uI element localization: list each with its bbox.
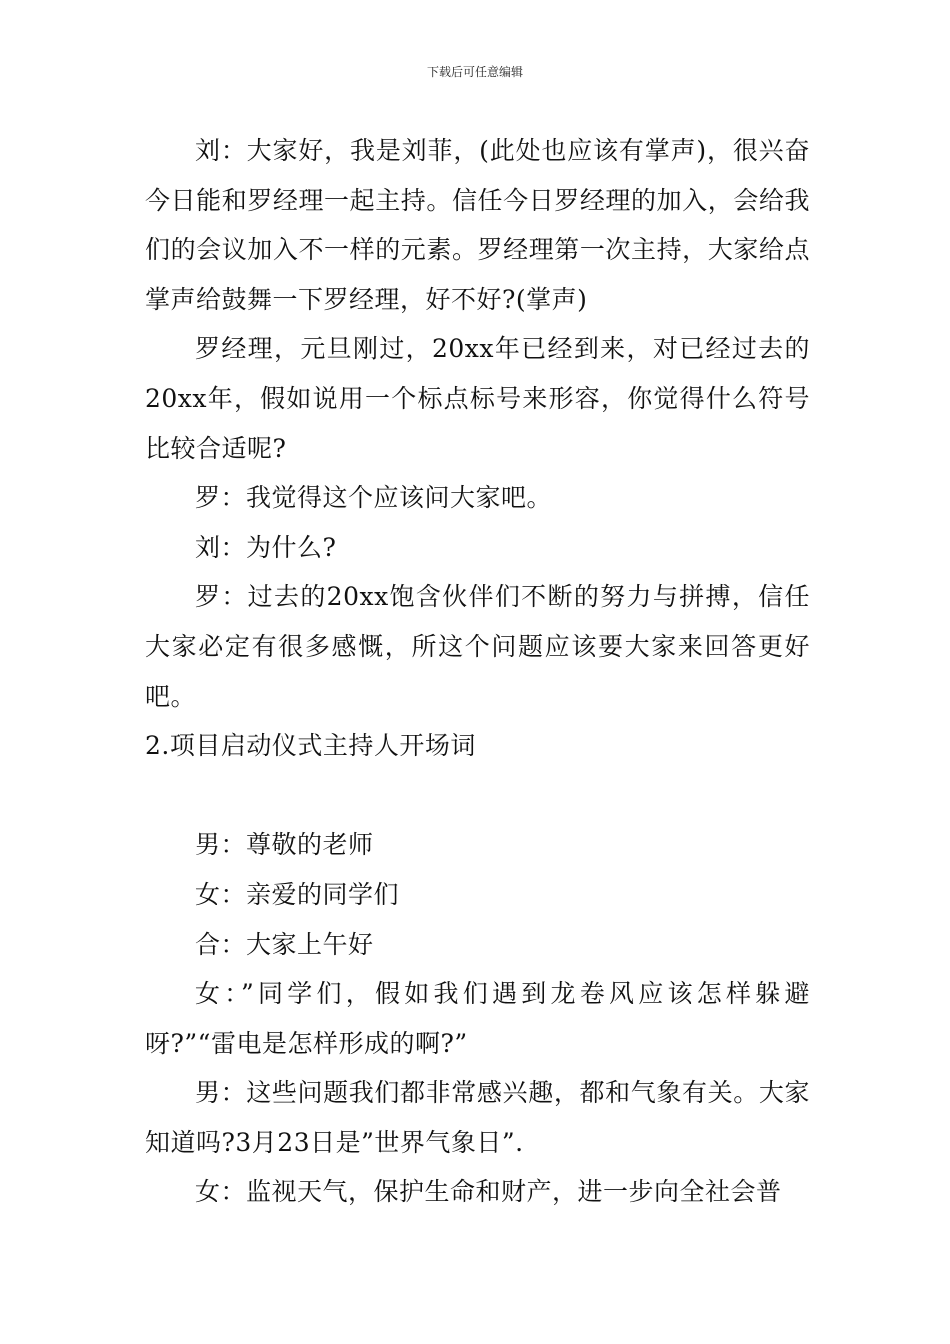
paragraph-liu-greeting: 刘：大家好，我是刘菲，(此处也应该有掌声)，很兴奋今日能和罗经理一起主持。信任今日罗经理的加入，会给我们的会议加入不一样的元素。罗经理第一次主持，大家给点掌声给鼓舞一下罗经理，好不好?(掌声) bbox=[145, 136, 810, 314]
dialogue-line-female-3: 女：监视天气，保护生命和财产，进一步向全社会普 bbox=[195, 1177, 782, 1207]
paragraph-luo-answer: 罗：过去的20xx饱含伙伴们不断的努力与拼搏，信任大家必定有很多感慨，所这个问题应该要大家来回答更好吧。 bbox=[145, 582, 810, 711]
dialogue-line-female-2: 女：”同学们，假如我们遇到龙卷风应该怎样躲避呀?”“雷电是怎样形成的啊?” bbox=[145, 979, 810, 1058]
dialogue-line-male-2: 男：这些问题我们都非常感兴趣，都和气象有关。大家知道吗?3月23日是”世界气象日”. bbox=[145, 1078, 810, 1157]
dialogue-line-male-1: 男：尊敬的老师 bbox=[195, 830, 374, 860]
dialogue-line-together: 合：大家上午好 bbox=[195, 929, 374, 959]
section-heading: 2.项目启动仪式主持人开场词 bbox=[145, 731, 476, 761]
page-header-note: 下载后可任意编辑 bbox=[426, 65, 523, 79]
document-body bbox=[145, 126, 810, 1217]
paragraph-luo-reply: 罗：我觉得这个应该问大家吧。 bbox=[195, 483, 553, 513]
blank-line bbox=[145, 771, 810, 821]
paragraph-liu-why: 刘：为什么? bbox=[195, 532, 337, 562]
paragraph-luo-question: 罗经理，元旦刚过，20xx年已经到来，对已经过去的20xx年，假如说用一个标点标号来形容，你觉得什么符号比较合适呢? bbox=[145, 334, 810, 463]
dialogue-line-female-1: 女：亲爱的同学们 bbox=[195, 879, 400, 909]
